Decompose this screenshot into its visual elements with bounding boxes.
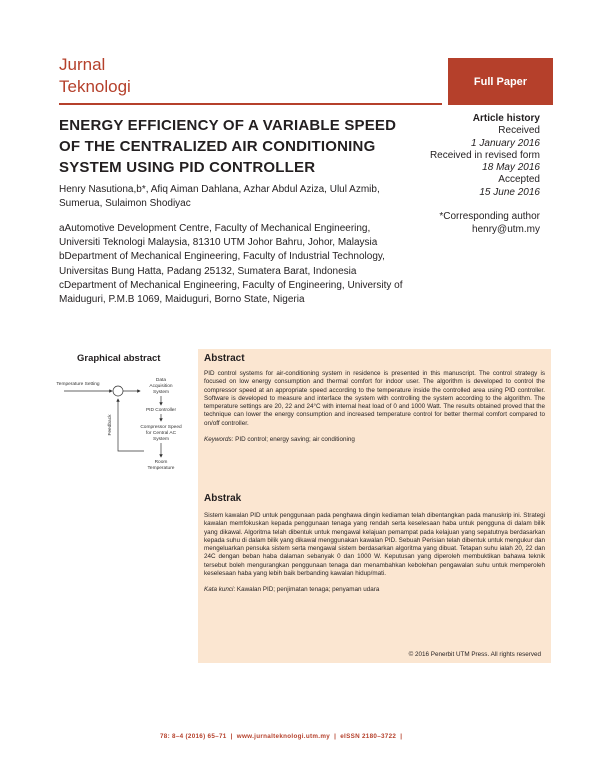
abstrak-body: Sistem kawalan PID untuk penggunaan pada penghawa dingin kediaman telah dibentangkan pada manuskrip ini. Strategi kawalan memfokuskan kepada penggunaan tenaga yang rendah serta keselesaan haba untuk pengguna di dalam bilik yang dikawal. Algoritma telah dibentuk untuk mengawal kelajuan pemampat pada kelajuan yang sepatutnya berdasarkan kepada suhu di dalam bilik yang dikawal menggunakan kawalan PID. Sebuah Perisian telah dibentuk untuk mengukur dan mengeluarkan pensuka sistem serta mengawal sistem berdasarkan algoritma yang dibuat. Tetapan suhu ialah 20, 22 dan 24C dengan beban haba dalaman sebanyak 0 dan 1000 W. Keputusan yang diperoleh membuktikan bahawa teknik tersebut boleh mengurangkan penggunaan tenaga dan menambahkan kebolehan pengawalan suhu untuk memperoleh keselesaan haba yang lebih baik berbanding kawalan hidup/mati. [204,512,545,578]
abstract-body: PID control systems for air-conditioning system in residence is presented in this manuscript. The control strategy is focused on low energy consumption and thermal comfort for indoor user. The algorithm is developed to control the compressor speed at an appropriate speed according to the temperature inside the controlled area using PID controller. Software is developed to measure and interface the system with controlling the system according to the algorithm. The temperature settings are 20, 22 and 24°C with internal heat load of 0 and 1000 Watt. The results obtained proved that the technique can lower the energy consumption and increased temperature control for better thermal comfort compared to on/off controller. [204,370,545,427]
accepted-label: Accepted [498,174,540,186]
abstrak-section [204,493,545,595]
received-date: 1 January 2016 [471,137,540,149]
pid-controller-label: PID Controller [145,408,177,413]
feedback-label: Feedback [108,414,113,436]
footer-citation: 78: 8–4 (2016) 65–71 [160,733,227,740]
journal-name-line2: Teknologi [59,77,131,96]
affiliation-c: cDepartment of Mechanical Engineering, Faculty of Engineering, University of Maiduguri, P.M.B 1069, Maiduguri, Borno State, Nigeria [59,279,403,306]
room-label-1: Room [154,460,168,465]
graphical-abstract-diagram [56,365,196,485]
daq-label-2: Acquisition [149,384,173,389]
corresponding-author [380,210,540,236]
footer-separator: | [230,733,233,740]
received-label: Received [498,125,540,137]
summing-junction [113,386,123,396]
journal-name-line1: Jurnal [59,55,106,74]
abstrak-heading: Abstrak [204,493,242,504]
compressor-label-3: System [153,437,169,442]
author-list: Henry Nasutiona,b*, Afiq Aiman Dahlana, Azhar Abdul Aziza, Ulul Azmib, Sumerua, Sulaimon Shodiyac [59,184,380,209]
history-heading: Article history [472,113,540,124]
abstract-heading: Abstract [204,353,245,364]
abstract-keywords [204,436,545,444]
article-history [390,113,540,199]
room-label-2: Temperature [147,466,175,471]
footer-url[interactable]: www.jurnalteknologi.utm.my [236,733,331,740]
paper-type-badge [448,58,553,105]
daq-label-1: Data [155,378,167,383]
journal-name [59,54,131,98]
accepted-date: 15 June 2016 [479,186,540,198]
affiliation-a: aAutomotive Development Centre, Faculty of Mechanical Engineering, Universiti Teknologi Malaysia, 81310 UTM Johor Bahru, Johor, Malaysia [59,223,378,249]
compressor-label-2: for Central AC [145,431,177,436]
abstrak-keywords [204,586,545,594]
kata-kunci-label: Kata kunci [204,586,234,594]
footer-separator: | [400,733,403,740]
paper-type-label: Full Paper [473,75,528,88]
kata-kunci-text: : Kawalan PID; penjimatan tenaga; penyaman udara [233,586,380,594]
corresponding-label: *Corresponding author [439,211,540,222]
corresponding-email[interactable]: henry@utm.my [472,224,540,235]
page-footer [160,733,404,740]
abstract-section [204,353,545,444]
revised-label: Received in revised form [429,149,540,161]
keywords-text: : PID control; energy saving; air conditioning [231,436,355,444]
temperature-setting-label-1: Temperature Setting [56,382,100,387]
copyright-notice: © 2016 Penerbit UTM Press. All rights reserved [408,651,541,658]
affiliations [59,222,404,307]
affiliation-b: bDepartment of Mechanical Engineering, Faculty of Industrial Technology, Universitas Bung Hatta, Padang 25132, Sumatera Barat, Indonesia [59,251,385,277]
daq-label-3: System [153,390,169,395]
revised-date: 18 May 2016 [482,162,540,174]
header-rule [59,103,442,105]
footer-issn: eISSN 2180–3722 [340,733,397,740]
article-title: ENERGY EFFICIENCY OF A VARIABLE SPEED OF THE CENTRALIZED AIR CONDITIONING SYSTEM USING PID CONTROLLER [59,117,397,176]
compressor-label-1: Compressor Speed [140,425,182,430]
keywords-label: Keywords [204,436,232,444]
footer-separator: | [334,733,337,740]
graphical-abstract-heading: Graphical abstract [77,353,161,364]
